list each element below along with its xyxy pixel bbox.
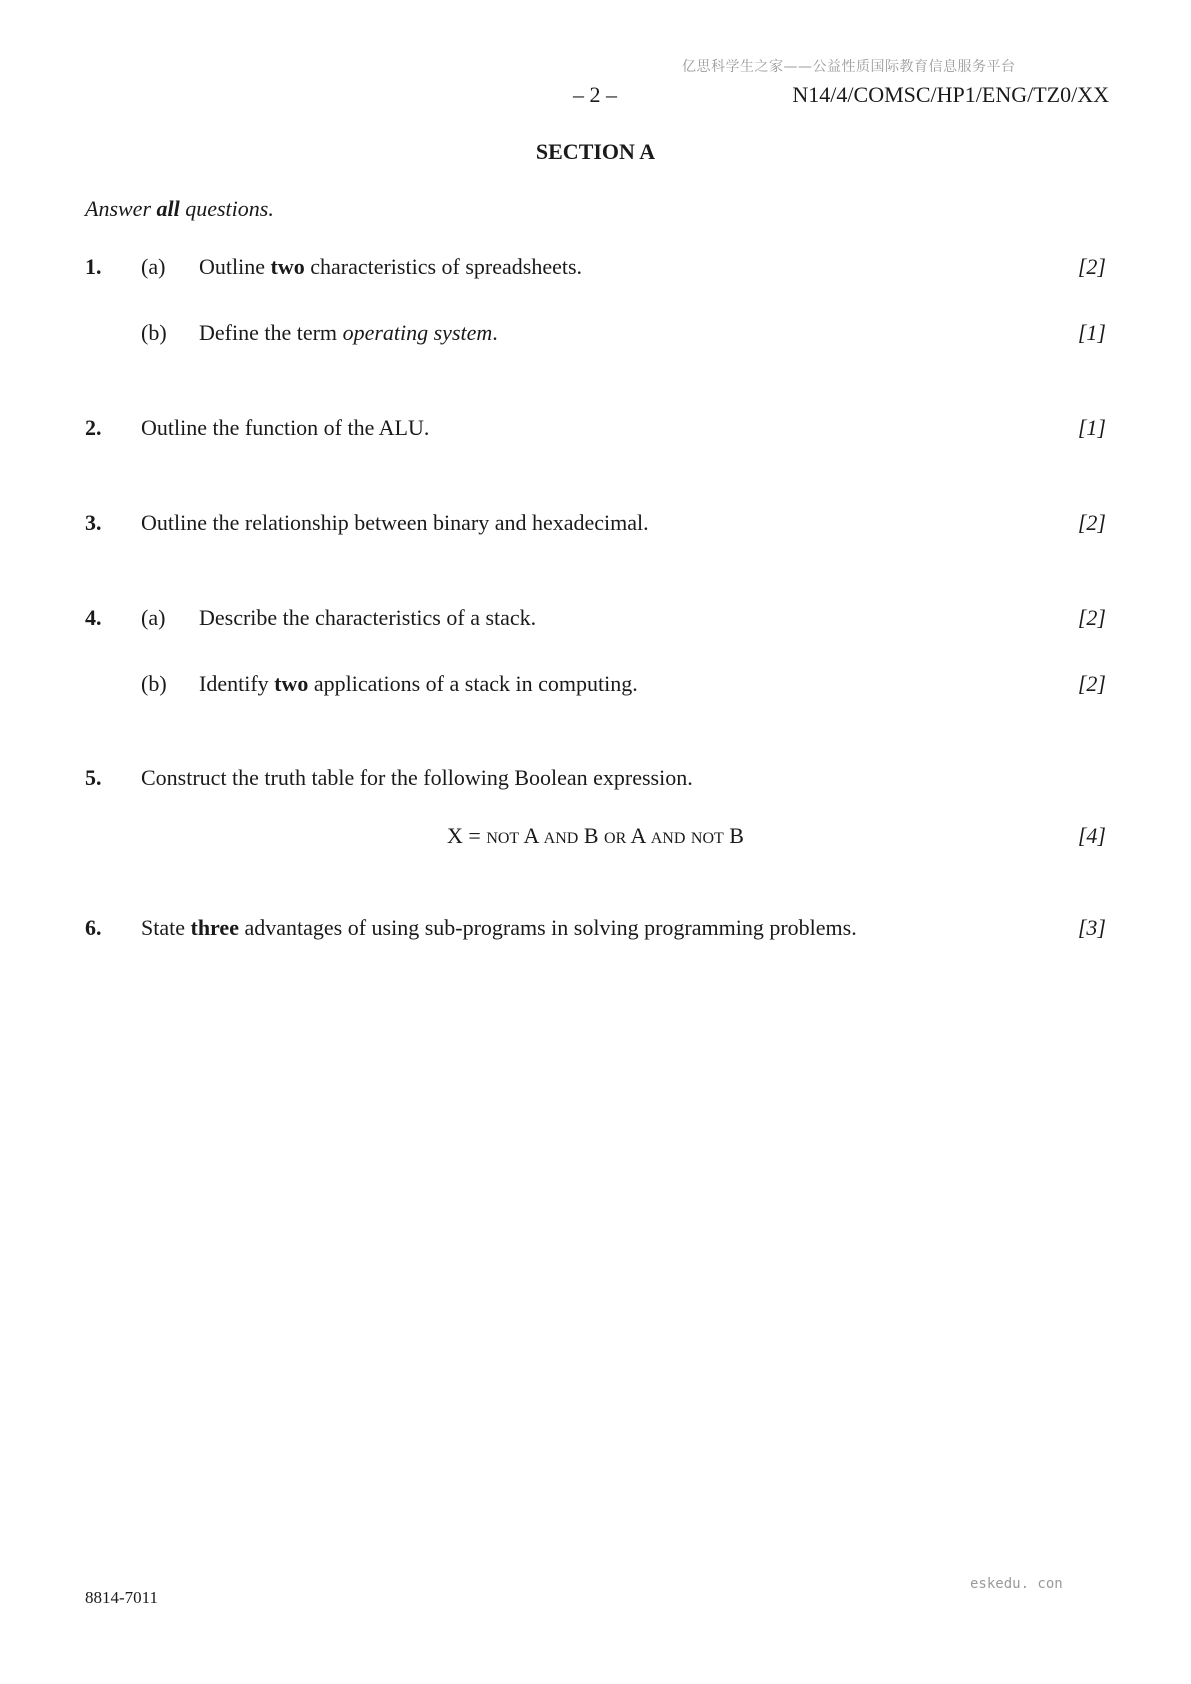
q4b-text: [199, 671, 638, 697]
q1b-label: (b): [141, 320, 167, 345]
instructions-emph: all: [156, 196, 180, 221]
watermark-text: 亿思科学生之家——公益性质国际教育信息服务平台: [682, 59, 1016, 75]
q4b-post: applications of a stack in computing.: [308, 671, 638, 696]
page-number: – 2 –: [573, 82, 617, 107]
expr-a-1: A: [519, 823, 544, 848]
q4a-text: Describe the characteristics of a stack.: [199, 605, 537, 630]
q5-marks: [4]: [1077, 823, 1106, 848]
instructions: [85, 196, 274, 222]
q6-marks: [3]: [1077, 915, 1106, 940]
document-code: 8814-7011: [85, 1588, 159, 1607]
expr-and-1: AND: [543, 830, 579, 847]
q1a-pre: Outline: [199, 254, 271, 279]
q6-pre: State: [141, 915, 191, 940]
q4b-marks: [2]: [1077, 671, 1106, 696]
q4b-pre: Identify: [199, 671, 275, 696]
q4a-label: (a): [141, 605, 166, 630]
expr-b-2: B: [723, 823, 744, 848]
section-title: SECTION A: [535, 139, 656, 164]
q1b-italic: operating system: [342, 320, 493, 345]
boolean-expression: [0, 823, 1191, 849]
q3-text: Outline the relationship between binary and hexadecimal.: [141, 510, 649, 535]
q1b-post: .: [492, 320, 498, 345]
question-number-6: 6.: [85, 915, 102, 940]
q3-marks: [2]: [1077, 510, 1106, 535]
q1a-label: (a): [141, 254, 166, 279]
q4a-marks: [2]: [1077, 605, 1106, 630]
q1b-pre: Define the term: [199, 320, 343, 345]
question-number-3: 3.: [85, 510, 102, 535]
expr-a-2: A: [626, 823, 651, 848]
q1a-marks: [2]: [1077, 254, 1106, 279]
expr-x: X =: [447, 823, 487, 848]
q6-post: advantages of using sub-programs in solving programming problems.: [238, 915, 857, 940]
instructions-post: questions.: [179, 196, 274, 221]
question-number-4: 4.: [85, 605, 102, 630]
q6-text: [141, 915, 857, 941]
q2-marks: [1]: [1077, 415, 1106, 440]
expr-not-2: NOT: [690, 830, 724, 847]
question-number-5: 5.: [85, 765, 102, 790]
q1b-marks: [1]: [1077, 320, 1106, 345]
site-watermark: eskedu. con: [970, 1576, 1063, 1592]
expr-not-1: NOT: [486, 830, 520, 847]
q6-bold: three: [190, 915, 239, 940]
instructions-pre: Answer: [85, 196, 157, 221]
expr-or: OR: [604, 830, 627, 847]
expr-b-1: B: [578, 823, 605, 848]
question-number-1: 1.: [85, 254, 102, 279]
q1a-bold: two: [270, 254, 305, 279]
question-number-2: 2.: [85, 415, 102, 440]
q5-text: Construct the truth table for the following Boolean expression.: [141, 765, 693, 790]
q4b-bold: two: [274, 671, 309, 696]
q2-text: Outline the function of the ALU.: [141, 415, 430, 440]
q1a-post: characteristics of spreadsheets.: [304, 254, 583, 279]
expr-and-2: AND: [650, 830, 686, 847]
q4b-label: (b): [141, 671, 167, 696]
q1a-text: [199, 254, 582, 280]
paper-code: N14/4/COMSC/HP1/ENG/TZ0/XX: [792, 82, 1109, 107]
q1b-text: [199, 320, 498, 346]
